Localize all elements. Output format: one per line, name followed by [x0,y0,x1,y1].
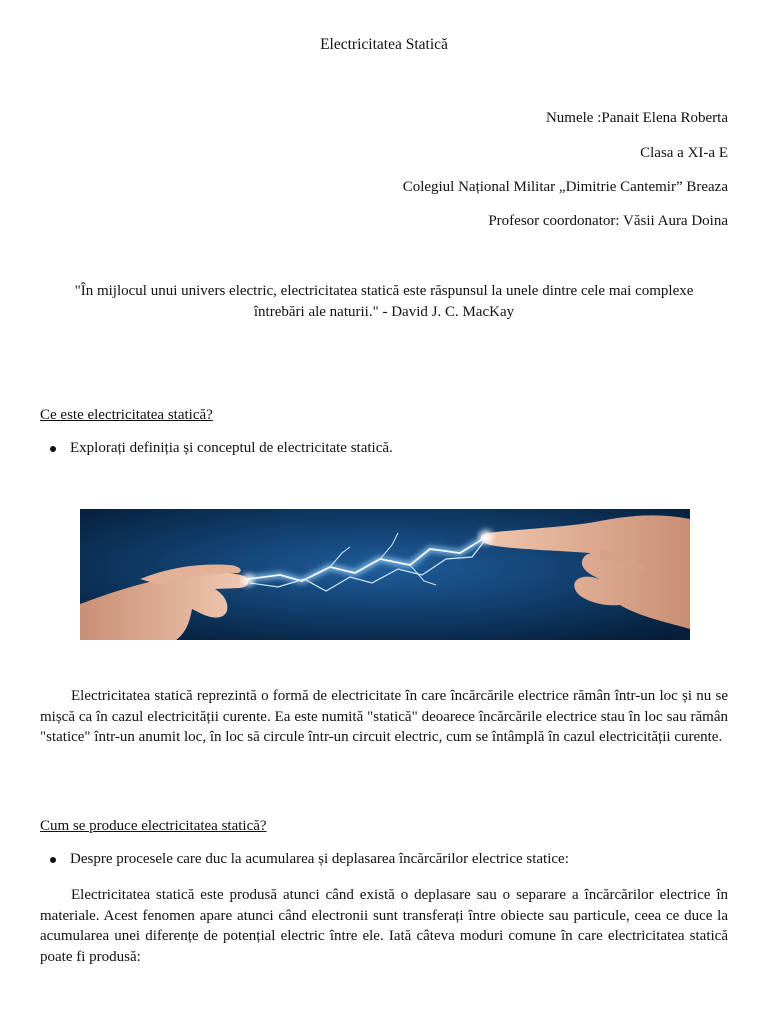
section2-bullet [50,851,569,868]
hands-spark-illustration [80,509,690,640]
quote-line-1: "În mijlocul unui univers electric, electricitatea statică este răspunsul la unele dintre cele mai complexe [74,283,694,299]
bullet-dot-icon [50,446,56,452]
section1-bullet-text: Explorați definiția și conceptul de electricitate statică. [70,440,393,456]
section1-paragraph: Electricitatea statică reprezintă o formă de electricitate în care încărcările electrice rămân într-un loc și nu se mișcă ca în cazul electricității curente. Ea este numită "statică" deoarece încărcările electrice stau în loc sau rămân "statice" într-un anumit loc, în loc să circule într-un circuit electric, cum se întâmplă în cazul electricității curente. [40,688,728,745]
author-name: Numele :Panait Elena Roberta [545,110,728,126]
author-class: Clasa a XI-a E [640,145,728,161]
section1-heading: Ce este electricitatea statică? [40,407,213,423]
author-teacher: Profesor coordonator: Văsii Aura Doina [488,213,728,229]
section1-bullet [50,440,393,457]
document-title: Electricitatea Statică [320,36,448,53]
author-school: Colegiul Național Militar „Dimitrie Cantemir” Breaza [402,179,728,195]
section2-paragraph: Electricitatea statică este produsă atunci când există o deplasare sau o separare a încărcărilor electrice în materiale. Acest fenomen apare atunci când electronii sunt transferați între obiecte sau particule, ceea ce duce la acumularea unei diferențe de potențial electric între ele. Iată câteva moduri comune în care electricitatea statică poate fi produsă: [40,887,728,965]
section2-bullet-text: Despre procesele care duc la acumularea și deplasarea încărcărilor electrice statice: [70,851,569,867]
section2-heading: Cum se produce electricitatea statică? [40,818,267,834]
static-electricity-image [80,509,690,640]
bullet-dot-icon [50,857,56,863]
epigraph-quote [48,281,720,323]
quote-line-2: întrebări ale naturii." - David J. C. MacKay [253,304,515,320]
